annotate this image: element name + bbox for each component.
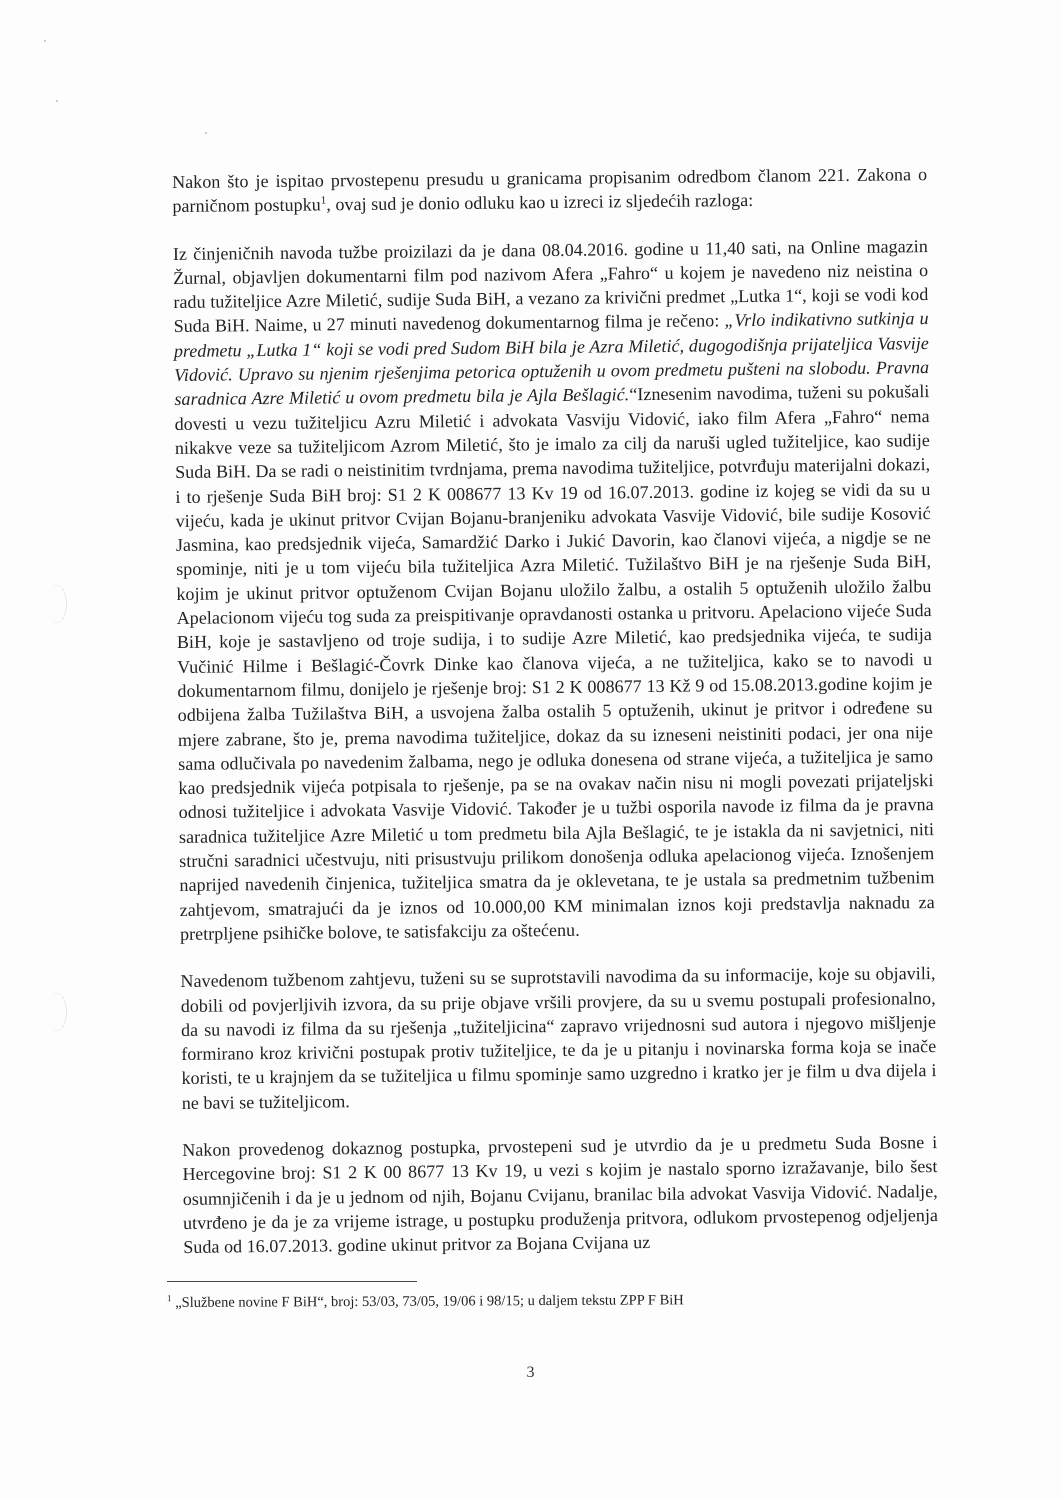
- claim-text-continued: “Iznesenim navodima, tuženi su pokušali dovesti u vezu tužiteljicu Azru Miletić i advokata Vasviju Vidović, iako film Afera „Fahro“ nema nikakve veze sa tužiteljicom Azrom Miletić, što je imalo za cilj da naruši ugled tužiteljice, kao sudije Suda BiH. Da se radi o neistinitim tvrdnjama, prema navodima tužiteljice, potvrđuju materijalni dokazi, i to rješenje Suda BiH broj: S1 2 K 008677 13 Kv 19 od 16.07.2013. godine iz kojeg se vidi da su u vijeću, kada je ukinut pritvor Cvijan Bojanu-branjeniku advokata Vasvije Vidović, bile sudije Kosović Jasmina, kao predsjednik vijeća, Samardžić Darko i Jukić Davorin, kao članovi vijeća, a nigdje se ne spominje, niti je u tom vijeću bila tužiteljica Azra Miletić. Tužilaštvo BiH je na rješenje Suda BiH, kojim je ukinut pritvor optuženom Cvijan Bojanu uložilo žalbu, a ostalih 5 optuženih uložilo žalbu Apelacionom vijeću tog suda za preispitivanje opravdanosti ostanka u pritvoru. Apelaciono vijeće Suda BiH, koje je sastavljeno od troje sudija, i to sudije Azre Miletić, kao predsjednika vijeća, te sudija Vučinić Hilme i Bešlagić-Čovrk Dinke kao članova vijeća, a ne tužiteljica, kako se to navodi u dokumentarnom filmu, donijelo je rješenje broj: S1 2 K 008677 13 Kž 9 od 15.08.2013.godine kojim je odbijena žalba Tužilaštva BiH, a usvojena žalba ostalih 5 optuženih, ukinut je pritvor i određene su mjere zabrane, što je, prema navodima tužiteljice, dokaz da su izneseni neistiniti podaci, jer ona nije sama odlučivala po navedenim žalbama, nego je odluka donesena od strane vijeća, a tužiteljica je samo kao predsjednik vijeća potpisala to rješenje, pa se na ovakav način nisu ni mogli povezati prijateljski odnosi tužiteljice i advokata Vasvije Vidović. Također je u tužbi osporila navode iz filma da je pravna saradnica tužiteljice Azre Miletić u tom predmetu bila Ajla Bešlagić, te je istakla da ni savjetnici, niti stručni saradnici učestvuju, niti prisustvuju prilikom donošenja odluka apelacionog vijeća. Iznošenjem naprijed navedenih činjenica, tužiteljica smatra da je oklevetana, te je ustala sa predmetnim tužbenim zahtjevom, smatrajući da je iznos od 10.000,00 KM minimalan iznos koji predstavlja naknadu za pretrpljene psihičke bolove, te satisfakciju za oštećenu.: [174, 381, 935, 944]
- page-number: 3: [526, 1364, 535, 1381]
- claim-text: Iz činjeničnih navoda tužbe proizilazi da je dana 08.04.2016. godine u 11,40 sati, na Online magazin Žurnal, objavljen dokumentarni film pod nazivom Afera „Fahro“ u kojem je navedeno niz neistina o radu tužiteljice Azre Miletić, sudije Suda BiH, a vezano za krivični predmet „Lutka 1“, koji se vodi kod Suda BiH. Naime, u 27 minuti navedenog dokumentarnog filma je rečeno:: [172, 235, 929, 337]
- punch-hole: [48, 993, 67, 1031]
- scan-speck: [56, 100, 58, 102]
- footnote-marker: 1: [166, 1293, 172, 1304]
- scan-speck: [44, 40, 46, 42]
- defense-paragraph: Navedenom tužbenom zahtjevu, tuženi su se suprotstavili navodima da su informacije, koje su objavili, dobili od povjerljivih izvora, da su prije objave vršili provjere, da su u svemu postupali profesionalno, da su navodi iz filma da su rješenja „tužiteljicina“ zapravo vrijednosni sud autora i njegovo mišljenje formirano kroz krivični postupak protiv tužiteljice, te da je u pitanju i novinarska forma koja se inače koristi, te u krajnjem da se tužiteljica u filmu spominje samo uzgredno i kratko jer je film u dva dijela i ne bavi se tužiteljicom.: [180, 963, 937, 1113]
- intro-text-end: , ovaj sud je donio odluku kao u izreci iz sljedećih razloga:: [326, 190, 754, 215]
- document-body: [172, 162, 938, 1259]
- punch-hole: [48, 585, 67, 623]
- intro-paragraph: [172, 162, 927, 218]
- footnote-text: „Službene novine F BiH“, broj: 53/03, 73/05, 19/06 i 98/15; u daljem tekstu ZPP F BiH: [171, 1292, 684, 1311]
- footnote-reference: 1: [320, 194, 327, 207]
- footnote-divider: [167, 1281, 417, 1282]
- film-quote: „Vrlo indikativno sutkinja u predmetu „Lutka 1“ koji se vodi pred Sudom BiH bila je Azra Miletić, dugogodišnja prijateljica Vasvije Vidović. Upravo su njenim rješenjima petorica optuženih u ovom predmetu pušteni na slobodu. Pravna saradnica Azre Miletić u ovom predmetu bila je Ajla Bešlagić.: [173, 308, 930, 410]
- scan-speck: [205, 132, 207, 134]
- footnote: [167, 1290, 927, 1312]
- claim-paragraph: [173, 234, 935, 946]
- findings-paragraph: Nakon provedenog dokaznog postupka, prvostepeni sud je utvrdio da je u predmetu Suda Bosne i Hercegovine broj: S1 2 K 00 8677 13 Kv 19, u vezi s kojim je nastalo sporno izražavanje, bilo šest osumnjičenih i da je u jednom od njih, Bojanu Cvijanu, branilac bila advokat Vasvija Vidović. Nadalje, utvrđeno je da je za vrijeme istrage, u postupku produženja pritvora, odlukom prvostepenog odjeljenja Suda od 16.07.2013. godine ukinut pritvor za Bojana Cvijana uz: [182, 1132, 939, 1258]
- intro-text: Nakon što je ispitao prvostepenu presudu u granicama propisanim odredbom članom 221. Zakona o parničnom postupku: [172, 164, 928, 217]
